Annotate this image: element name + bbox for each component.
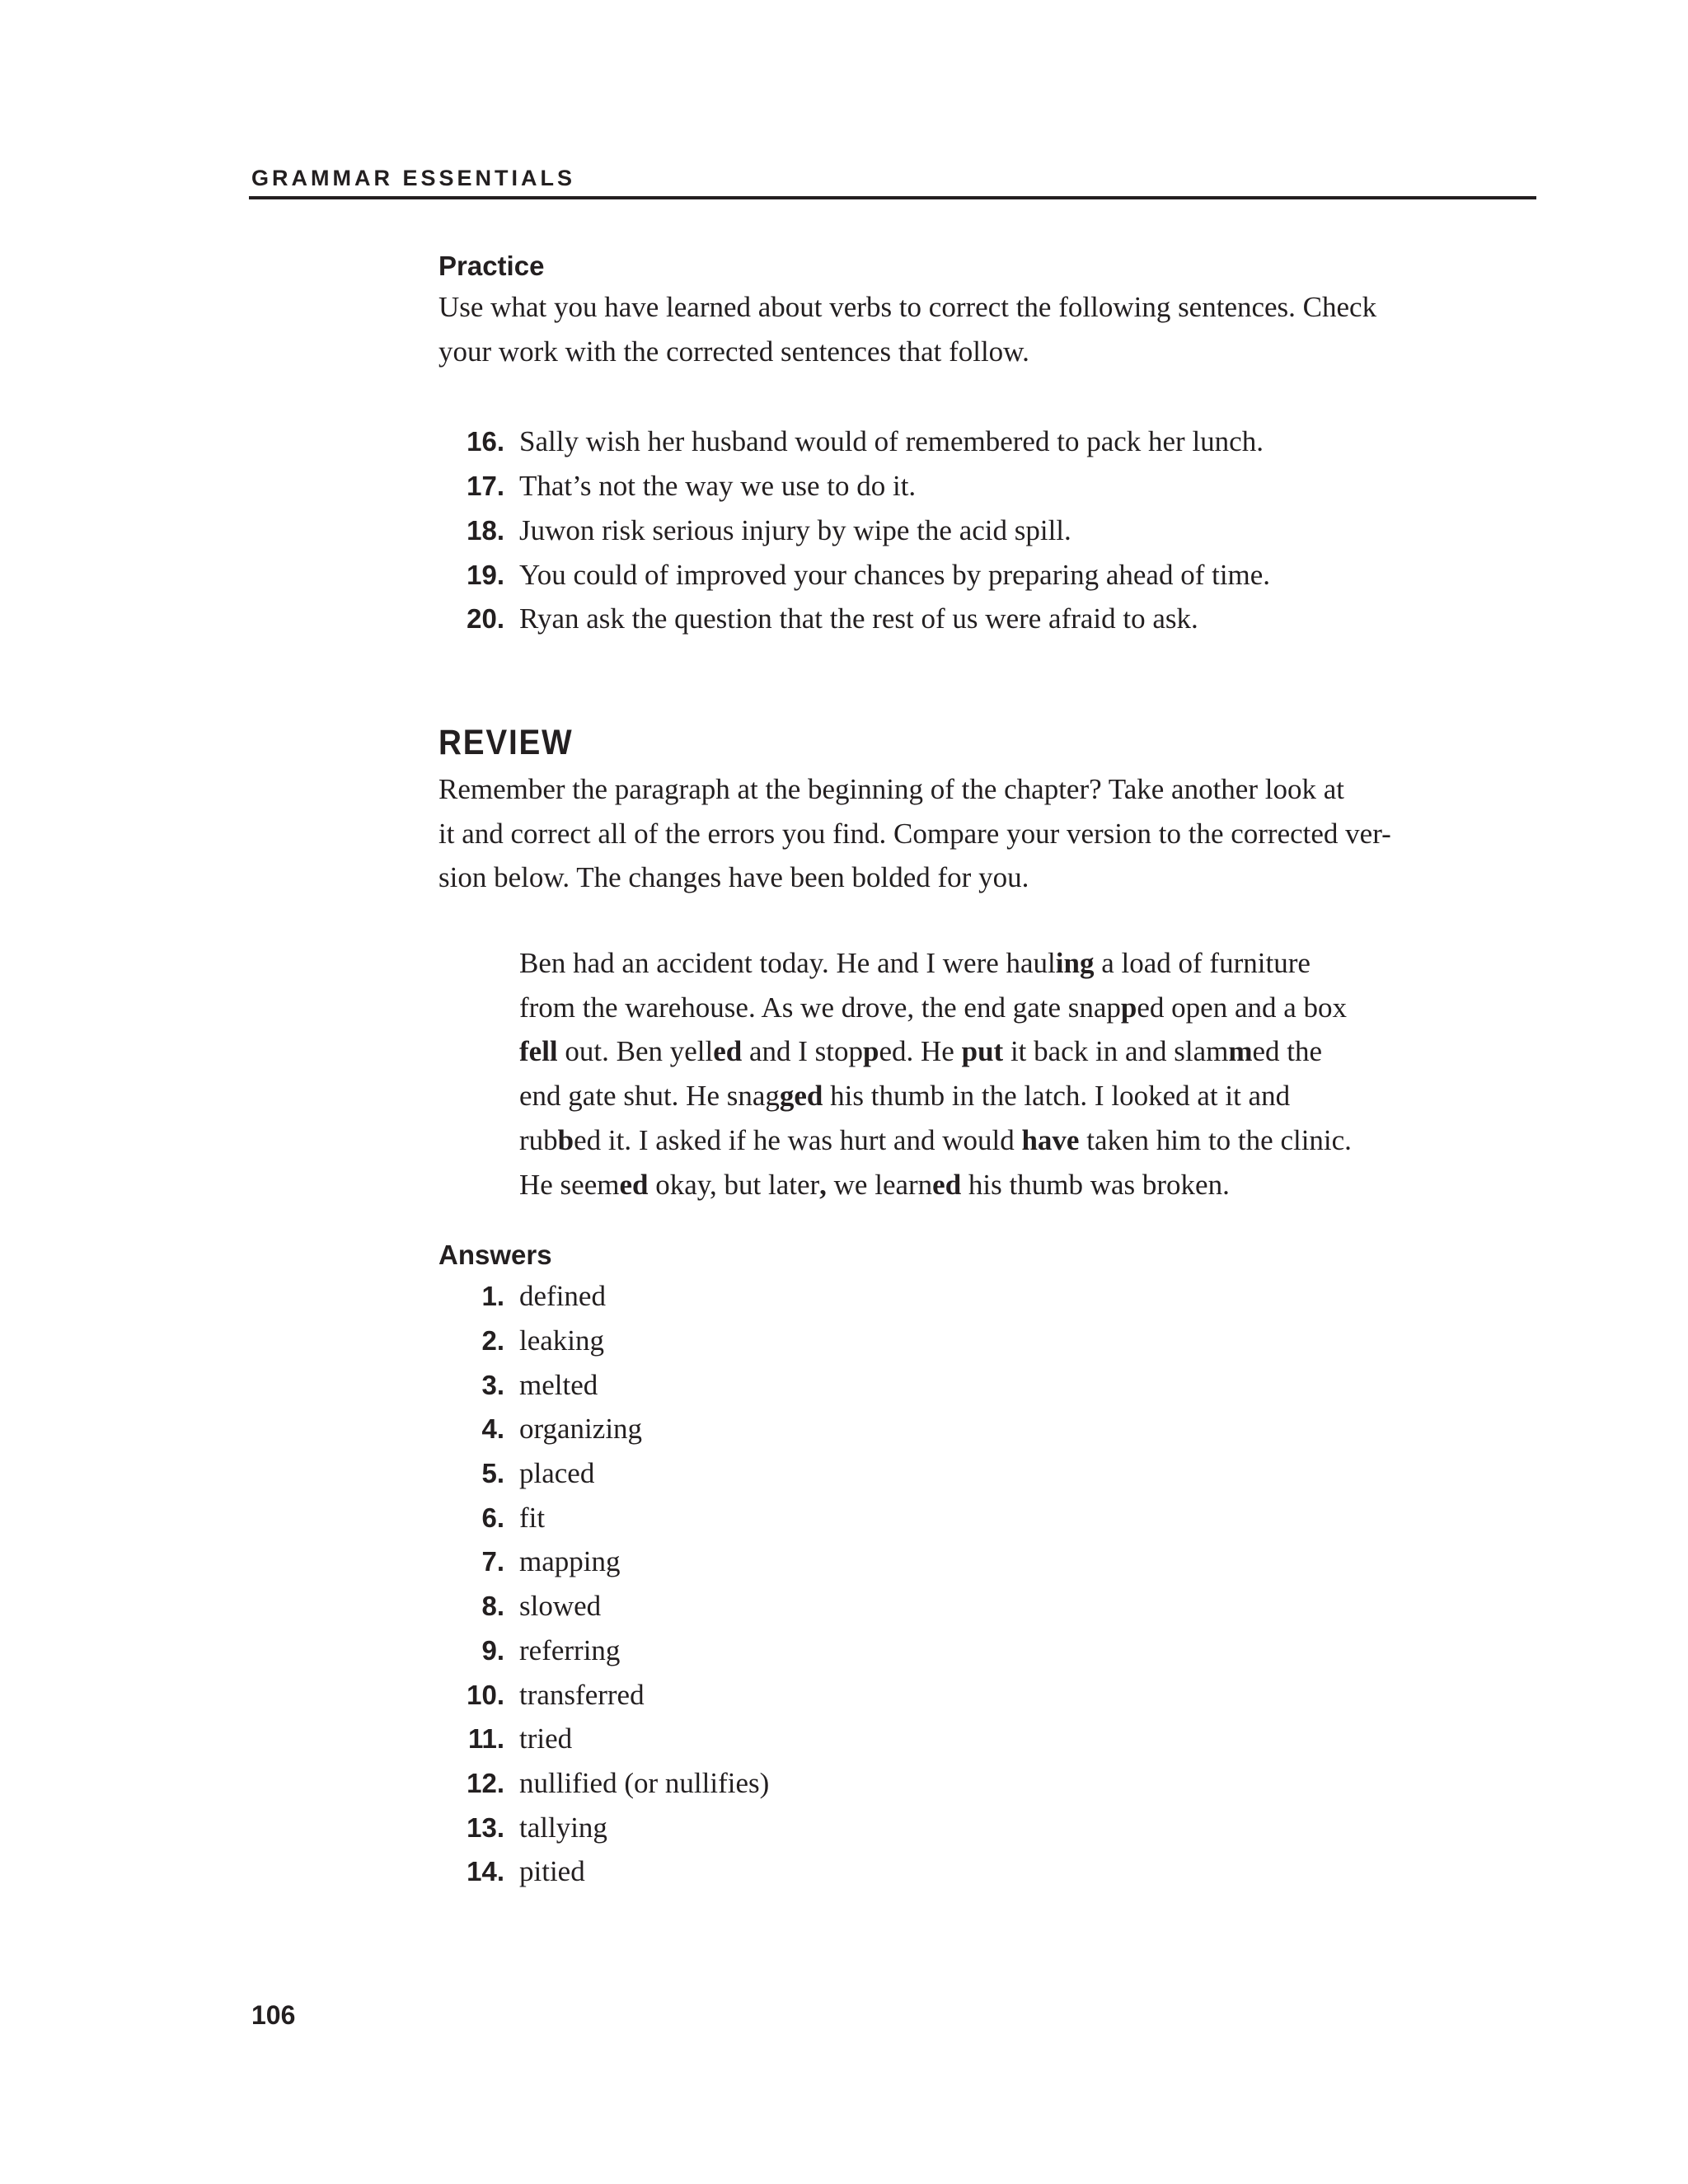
answer-item — [438, 1806, 1411, 1850]
practice-intro-line: Use what you have learned about verbs to correct the following sentences. Check — [438, 291, 1377, 323]
item-number: 13. — [467, 1811, 504, 1843]
item-text: fit — [519, 1501, 546, 1534]
item-number: 9. — [481, 1634, 504, 1666]
paragraph-text: a load of furniture — [1094, 947, 1311, 980]
review-intro — [438, 767, 1411, 900]
correction: fell — [519, 1035, 558, 1068]
practice-item — [438, 419, 1411, 464]
item-number: 11. — [467, 1723, 504, 1755]
item-text: slowed — [519, 1590, 602, 1623]
correction: ed — [619, 1168, 649, 1201]
item-number: 1. — [481, 1281, 504, 1312]
answer-item — [438, 1451, 1411, 1496]
correction: b — [557, 1123, 574, 1156]
page-content — [438, 247, 1411, 1894]
item-text: leaking — [519, 1324, 605, 1357]
item-text: Juwon risk serious injury by wipe the acid spill. — [519, 513, 1071, 546]
paragraph-text: ed it. I asked if he was hurt and would — [574, 1123, 1022, 1156]
item-number: 2. — [481, 1324, 504, 1356]
item-number: 5. — [481, 1458, 504, 1489]
correction: , — [819, 1168, 827, 1201]
correction: ing — [1055, 947, 1095, 980]
item-number: 20. — [467, 603, 504, 635]
paragraph-text: we learn — [826, 1168, 933, 1201]
paragraph-text: okay, but later — [648, 1168, 820, 1201]
item-number: 3. — [481, 1369, 504, 1400]
practice-item — [438, 597, 1411, 641]
correction: have — [1021, 1123, 1080, 1156]
item-text: You could of improved your chances by preparing ahead of time. — [519, 558, 1271, 591]
review-heading: REVIEW — [438, 722, 574, 762]
item-text: transferred — [519, 1678, 645, 1711]
item-text: Ryan ask the question that the rest of us were afraid to ask. — [519, 602, 1198, 635]
answer-item — [438, 1540, 1411, 1584]
answer-item — [438, 1761, 1411, 1806]
practice-item — [438, 553, 1411, 598]
correction: p — [1120, 991, 1137, 1024]
answer-item — [438, 1849, 1411, 1894]
paragraph-text: rub — [519, 1123, 558, 1156]
item-text: That’s not the way we use to do it. — [519, 470, 917, 503]
item-text: nullified (or nullifies) — [519, 1766, 770, 1799]
practice-item — [438, 464, 1411, 509]
item-number: 4. — [481, 1413, 504, 1445]
correction: ged — [779, 1080, 823, 1113]
running-header: GRAMMAR ESSENTIALS — [251, 166, 576, 190]
paragraph-text: taken him to the clinic. — [1079, 1123, 1352, 1156]
answer-item — [438, 1673, 1411, 1718]
item-text: placed — [519, 1457, 595, 1490]
item-number: 8. — [481, 1591, 504, 1622]
item-text: tallying — [519, 1811, 607, 1844]
paragraph-text: it back in and slam — [1003, 1035, 1229, 1068]
header-rule — [249, 196, 1536, 199]
item-number: 6. — [481, 1502, 504, 1533]
page-number: 106 — [251, 2000, 296, 2030]
item-number: 7. — [481, 1546, 504, 1577]
paragraph-text: out. Ben yell — [557, 1035, 714, 1068]
item-number: 18. — [467, 514, 504, 546]
paragraph-text: his thumb in the latch. I looked at it and — [823, 1080, 1291, 1113]
practice-heading: Practice — [438, 251, 545, 281]
item-number: 17. — [467, 471, 504, 502]
answers-list — [438, 1274, 1411, 1894]
item-text: Sally wish her husband would of remembered to pack her lunch. — [519, 425, 1264, 458]
paragraph-text: and I stop — [742, 1035, 864, 1068]
answer-item — [438, 1407, 1411, 1451]
answer-item — [438, 1496, 1411, 1540]
review-intro-line: it and correct all of the errors you find. Compare your version to the corrected ver- — [438, 817, 1391, 850]
answer-item — [438, 1319, 1411, 1363]
paragraph-text: Ben had an accident today. He and I were haul — [519, 947, 1056, 980]
item-number: 12. — [467, 1767, 504, 1798]
practice-list — [438, 419, 1411, 641]
answer-item — [438, 1629, 1411, 1673]
practice-item — [438, 509, 1411, 553]
item-text: organizing — [519, 1413, 643, 1446]
answer-item — [438, 1274, 1411, 1319]
item-text: referring — [519, 1633, 621, 1666]
item-text: melted — [519, 1368, 598, 1401]
paragraph-text: his thumb was broken. — [961, 1168, 1230, 1201]
paragraph-text: He seem — [519, 1168, 620, 1201]
item-number: 16. — [467, 426, 504, 457]
practice-intro — [438, 285, 1411, 373]
paragraph-text: ed open and a box — [1137, 991, 1348, 1024]
item-text: defined — [519, 1280, 606, 1313]
answer-item — [438, 1584, 1411, 1629]
item-text: tried — [519, 1722, 573, 1755]
item-number: 10. — [467, 1679, 504, 1710]
answers-heading: Answers — [438, 1240, 552, 1271]
correction: m — [1228, 1035, 1253, 1068]
answer-item — [438, 1363, 1411, 1408]
paragraph-text: ed. He — [879, 1035, 962, 1068]
practice-intro-line: your work with the corrected sentences that follow. — [438, 335, 1029, 368]
correction: ed — [713, 1035, 743, 1068]
correction: put — [961, 1035, 1004, 1068]
paragraph-text: end gate shut. He snag — [519, 1080, 780, 1113]
review-intro-line: sion below. The changes have been bolded for you. — [438, 861, 1029, 894]
item-text: pitied — [519, 1855, 585, 1888]
answer-item — [438, 1717, 1411, 1761]
correction: ed — [932, 1168, 962, 1201]
review-intro-line: Remember the paragraph at the beginning of the chapter? Take another look at — [438, 772, 1344, 805]
corrected-paragraph — [519, 941, 1376, 1207]
item-number: 14. — [467, 1856, 504, 1887]
paragraph-text: from the warehouse. As we drove, the end gate snap — [519, 991, 1121, 1024]
correction: p — [863, 1035, 879, 1068]
item-number: 19. — [467, 559, 504, 590]
paragraph-text: ed the — [1252, 1035, 1323, 1068]
item-text: mapping — [519, 1545, 621, 1578]
